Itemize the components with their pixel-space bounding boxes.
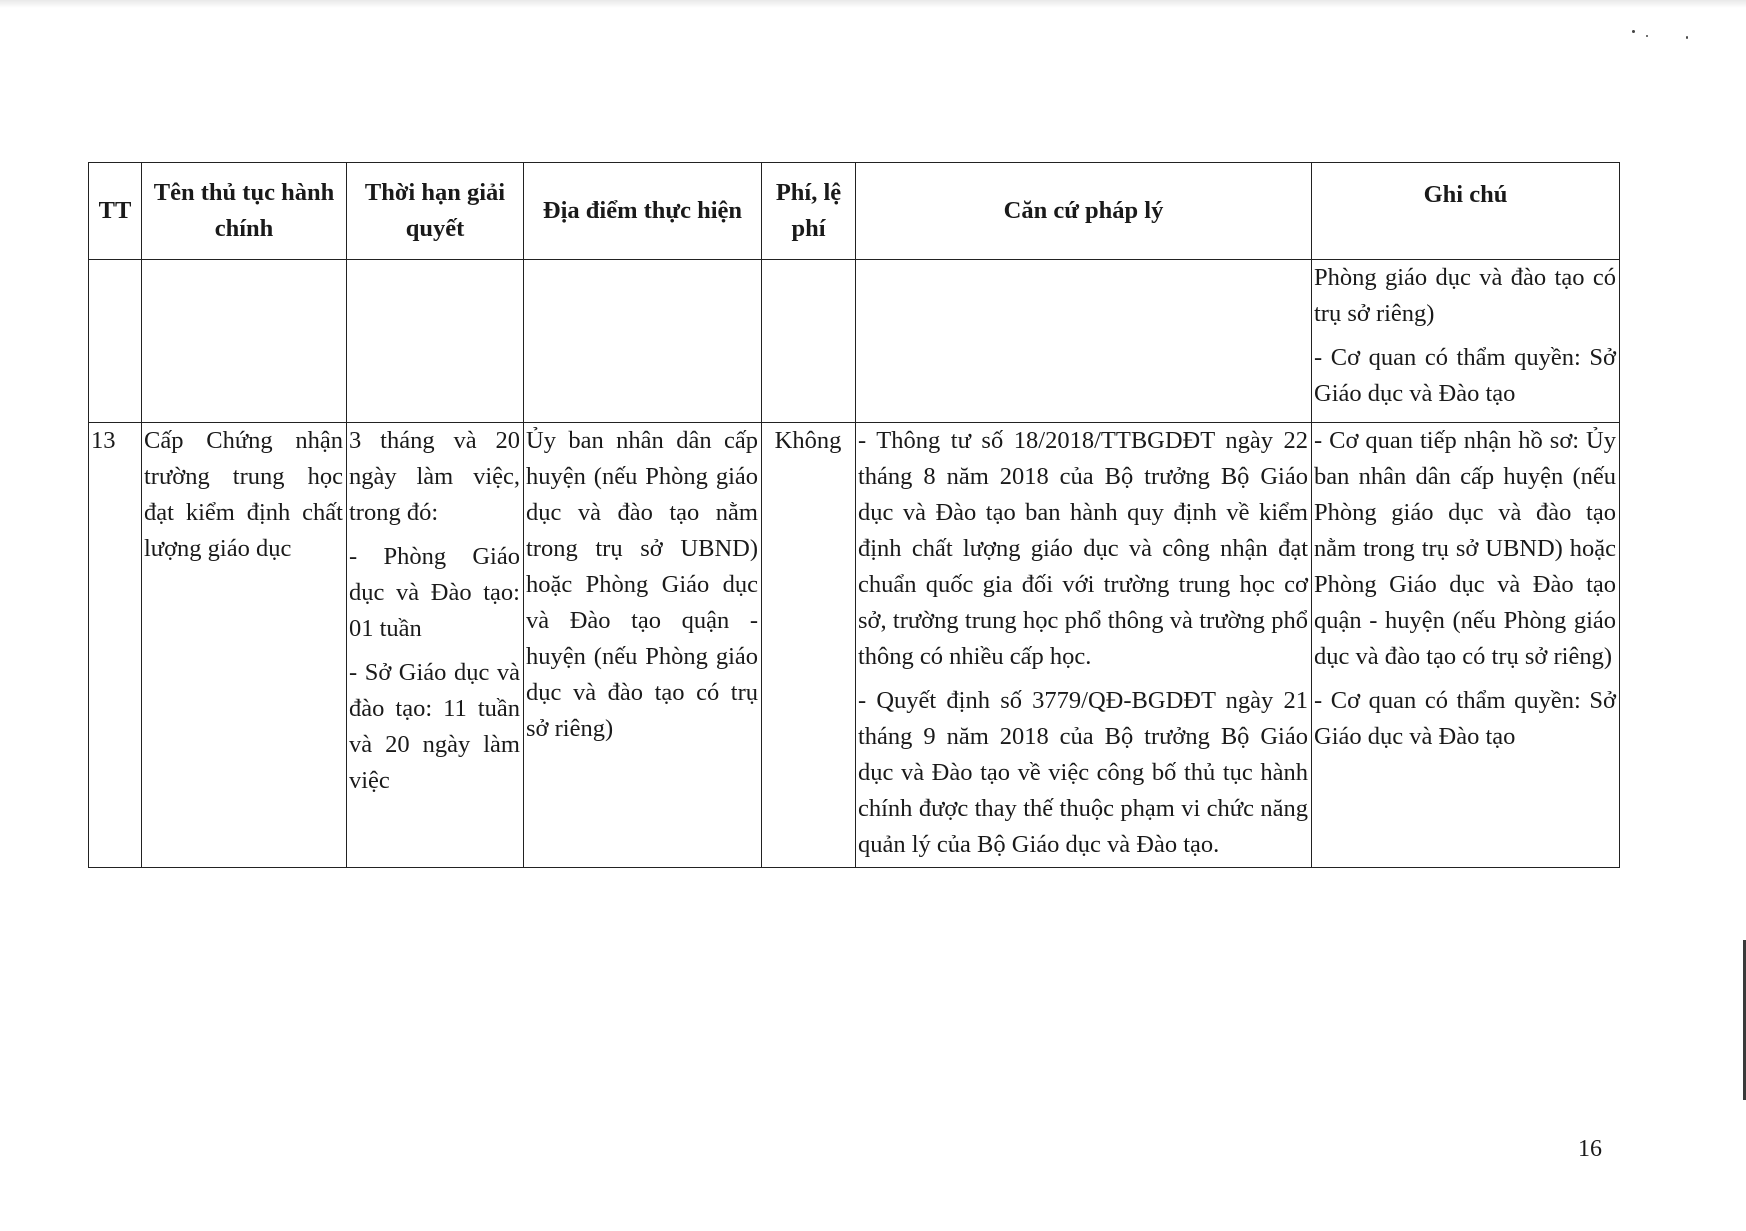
header-procedure-name: Tên thủ tục hành chính	[142, 163, 347, 260]
note-paragraph: - Cơ quan có thẩm quyền: Sở Giáo dục và Đào tạo	[1314, 687, 1616, 750]
header-row	[89, 163, 1620, 260]
scan-speck	[1686, 36, 1688, 39]
note-paragraph: Phòng giáo dục và đào tạo có trụ sở riêng)	[1314, 264, 1616, 327]
cell-procedure-name	[142, 423, 347, 868]
scan-speck	[1632, 30, 1635, 33]
scan-speck	[1646, 35, 1648, 37]
table-row-13	[89, 423, 1620, 868]
page-number: 16	[1578, 1136, 1602, 1162]
cell-fee	[762, 260, 856, 423]
cell-fee	[762, 423, 856, 868]
legal-paragraph: - Quyết định số 3779/QĐ-BGDĐT ngày 21 tháng 9 năm 2018 của Bộ trưởng Bộ Giáo dục và Đào tạo về việc công bố thủ tục hành chính được thay thế thuộc phạm vi chức năng quản lý của Bộ Giáo dục và Đào tạo.	[858, 687, 1308, 858]
scan-top-edge	[0, 0, 1746, 8]
cell-note	[1312, 423, 1620, 868]
note-paragraph: - Cơ quan có thẩm quyền: Sở Giáo dục và Đào tạo	[1314, 344, 1616, 407]
table-row-continuation	[89, 260, 1620, 423]
fee-text: Không	[774, 427, 842, 454]
note-paragraph: - Cơ quan tiếp nhận hồ sơ: Ủy ban nhân dân cấp huyện (nếu Phòng giáo dục và đào tạo nằm trong trụ sở UBND) hoặc Phòng Giáo dục và Đào tạo quận - huyện (nếu Phòng giáo dục và đào tạo có trụ sở riêng)	[1314, 427, 1616, 670]
cell-tt	[89, 260, 142, 423]
deadline-paragraph: 3 tháng và 20 ngày làm việc, trong đó:	[349, 427, 520, 526]
header-fee: Phí, lệ phí	[762, 163, 856, 260]
header-tt: TT	[89, 163, 142, 260]
cell-location	[524, 260, 762, 423]
header-note: Ghi chú	[1312, 163, 1620, 260]
cell-deadline	[347, 260, 524, 423]
deadline-paragraph: - Phòng Giáo dục và Đào tạo: 01 tuần	[349, 543, 520, 642]
cell-note	[1312, 260, 1620, 423]
procedure-name-text: Cấp Chứng nhận trường trung học đạt kiểm định chất lượng giáo dục	[144, 427, 343, 562]
header-legal-basis: Căn cứ pháp lý	[856, 163, 1312, 260]
legal-paragraph: - Thông tư số 18/2018/TTBGDĐT ngày 22 tháng 8 năm 2018 của Bộ trưởng Bộ Giáo dục và Đào tạo ban hành quy định về kiểm định chất lượng giáo dục và công nhận đạt chuẩn quốc gia đối với trường trung học cơ sở, trường trung học phổ thông và trường phổ thông có nhiều cấp học.	[858, 427, 1308, 670]
cell-legal-basis	[856, 423, 1312, 868]
cell-procedure-name	[142, 260, 347, 423]
header-location: Địa điểm thực hiện	[524, 163, 762, 260]
table-header	[89, 163, 1620, 260]
header-deadline: Thời hạn giải quyết	[347, 163, 524, 260]
procedure-table	[88, 162, 1620, 868]
cell-location	[524, 423, 762, 868]
cell-tt	[89, 423, 142, 868]
row-number: 13	[91, 427, 116, 454]
cell-legal-basis	[856, 260, 1312, 423]
cell-deadline	[347, 423, 524, 868]
location-text: Ủy ban nhân dân cấp huyện (nếu Phòng giáo dục và đào tạo nằm trong trụ sở UBND) hoặc Phòng Giáo dục và Đào tạo quận - huyện (nếu Phòng giáo dục và đào tạo có trụ sở riêng)	[526, 427, 758, 742]
deadline-paragraph: - Sở Giáo dục và đào tạo: 11 tuần và 20 ngày làm việc	[349, 659, 520, 794]
